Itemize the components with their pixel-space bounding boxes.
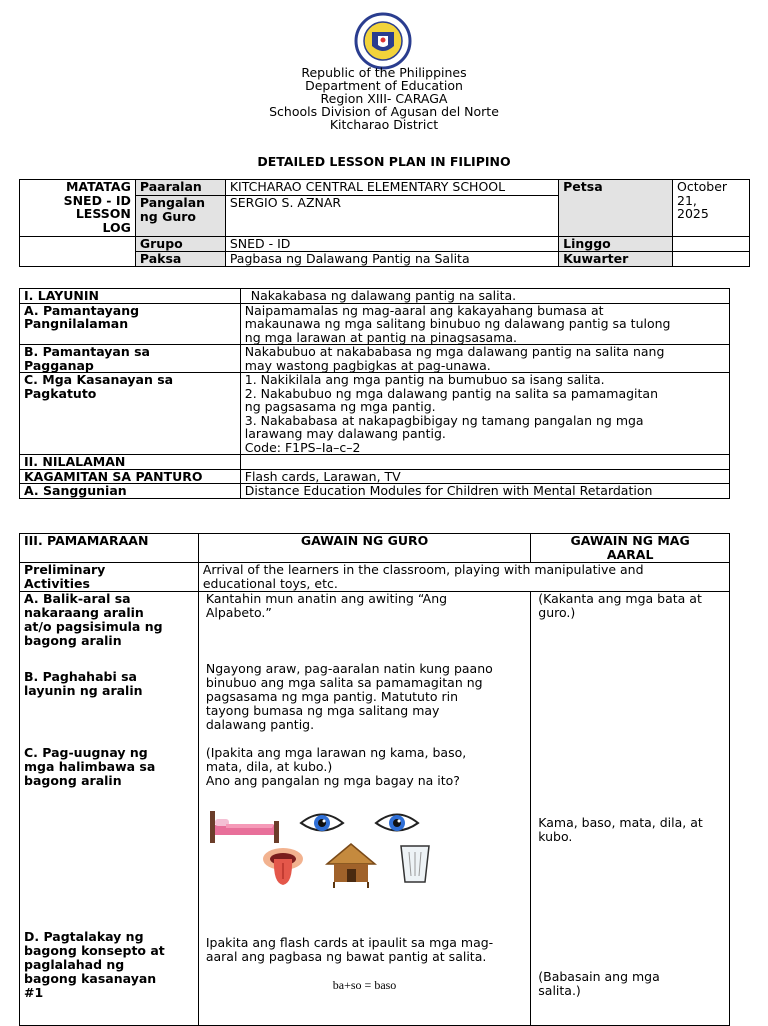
kagamitan-label: KAGAMITAN SA PANTURO (20, 469, 241, 484)
step-b-label (24, 670, 143, 698)
steps-aaral (531, 592, 730, 1026)
text-line: larawang may dalawang pantig. (244, 426, 446, 441)
layunin-label: I. LAYUNIN (20, 289, 241, 304)
log-label-line: LOG (102, 219, 131, 235)
hut-icon (325, 842, 377, 888)
text-line: Naipamamalas ng mag-aaral ang kakayahang bumasa at (244, 302, 604, 318)
prelim-label (20, 563, 199, 592)
grupo-label: Grupo (135, 237, 225, 252)
label-line: layunin ng aralin (24, 683, 143, 698)
kagamitan-value: Flash cards, Larawan, TV (240, 469, 729, 484)
text-line: aaral ang pagbasa ng bawat pantig at salita. (205, 949, 487, 964)
guro-header: GAWAIN NG GURO (198, 534, 530, 563)
step-a-guro (206, 592, 447, 620)
text-line: 2. Nakabubuo ng mga dalawang pantig na salita sa pamamagitan (244, 385, 659, 401)
step-b-guro (206, 662, 493, 732)
label-line: #1 (24, 985, 44, 1000)
text-line: 1. Nakikilala ang mga pantig na bumubuo sa isang salita. (244, 372, 605, 387)
steps-guro (198, 592, 530, 1026)
pamantayang-label (20, 303, 241, 345)
text-line: binubuo ang mga salita sa pamamagitan ng (205, 675, 483, 690)
linggo-value (673, 237, 750, 252)
linggo-label: Linggo (559, 237, 673, 252)
header-line: GAWAIN NG MAG (570, 533, 690, 548)
log-label-spacer (20, 237, 136, 267)
objectives-table (19, 288, 730, 499)
guro-label (135, 196, 225, 237)
header-district: Kitcharao District (329, 117, 439, 132)
log-label (20, 180, 136, 237)
text-line: tayong bumasa ng mga salitang may (205, 703, 440, 718)
label-line: at/o pagsisimula ng (24, 619, 163, 634)
paaralan-value: KITCHARAO CENTRAL ELEMENTARY SCHOOL (225, 180, 558, 196)
bed-icon (206, 807, 284, 847)
petsa-line: 2025 (677, 206, 709, 221)
log-label-line: LESSON (75, 206, 131, 221)
kasanayan-label (20, 373, 241, 455)
flash-card-example: ba+so = baso (332, 978, 397, 992)
label-line: Pagganap (24, 357, 94, 373)
petsa-line: 21, (677, 192, 697, 208)
sanggunian-label: A. Sanggunian (20, 484, 241, 499)
header-department: Department of Education (305, 78, 463, 93)
text-line: dalawang pantig. (205, 717, 315, 732)
step-c-aaral (538, 816, 703, 844)
text-line: Arrival of the learners in the classroom, playing with manipulative and (202, 562, 644, 577)
label-line: Activities (24, 576, 90, 591)
label-line: bagong kasanayan (24, 971, 157, 986)
guro-label-line: Pangalan (139, 195, 206, 210)
prelim-value (198, 563, 729, 592)
tongue-icon (261, 845, 305, 889)
text-line: (Kakanta ang mga bata at (538, 591, 702, 606)
guro-value: SERGIO S. AZNAR (225, 196, 558, 237)
text-line: ng pagsasama ng mga pantig. (244, 399, 436, 414)
label-line: bagong aralin (24, 633, 122, 648)
paksa-value: Pagbasa ng Dalawang Pantig na Salita (225, 252, 558, 267)
label-line: nakaraang aralin (24, 605, 144, 620)
aaral-header (531, 534, 730, 563)
nilalaman-label: II. NILALAMAN (20, 455, 241, 470)
step-d-aaral (538, 970, 660, 998)
label-line: bagong konsepto at (24, 943, 165, 958)
text-line: Alpabeto.” (205, 605, 272, 620)
text-line: Kama, baso, mata, dila, at (538, 815, 703, 830)
label-line: C. Mga Kasanayan sa (24, 372, 174, 387)
pamantayang-value (240, 303, 729, 345)
text-line: makaunawa ng mga salitang binubuo ng dalawang pantig sa tulong (244, 316, 671, 331)
label-line: Pangnilalaman (24, 316, 129, 331)
text-line: Ano ang pangalan ng mga bagay na ito? (205, 773, 460, 788)
guro-label-line: ng Guro (139, 208, 196, 224)
grupo-value: SNED - ID (225, 237, 558, 252)
text-line: guro.) (538, 605, 576, 620)
step-d-guro (206, 936, 493, 964)
label-line: mga halimbawa sa (24, 759, 156, 774)
label-line: A. Balik-aral sa (24, 591, 131, 606)
text-line: kubo. (538, 829, 573, 844)
step-a-aaral (538, 592, 702, 620)
text-line: salita.) (538, 983, 581, 998)
procedure-header: III. PAMAMARAAN (20, 534, 199, 563)
kuwarter-label: Kuwarter (559, 252, 673, 267)
deped-seal-logo (348, 12, 418, 70)
header-republic: Republic of the Philippines (301, 65, 467, 80)
text-line: Ipakita ang flash cards at ipaulit sa mga mag- (205, 935, 494, 950)
text-line: 3. Nakababasa at nakapagbibigay ng tamang pangalan ng mga (244, 412, 644, 428)
document-title: DETAILED LESSON PLAN IN FILIPINO (257, 154, 511, 169)
label-line: Pagkatuto (24, 385, 97, 401)
pagganap-label (20, 345, 241, 373)
text-line: pagsasama ng mga pantig. Matututo rin (205, 689, 459, 704)
text-line: (Ipakita ang mga larawan ng kama, baso, (205, 745, 467, 760)
sanggunian-value: Distance Education Modules for Children with Mental Retardation (240, 484, 729, 499)
lesson-info-table (19, 179, 750, 267)
header-line: AARAL (606, 547, 654, 562)
layunin-value: Nakakabasa ng dalawang pantig na salita. (240, 289, 729, 304)
eye-icon (299, 810, 345, 836)
label-line: A. Pamantayang (24, 302, 140, 318)
text-line: educational toys, etc. (202, 576, 338, 591)
header-division: Schools Division of Agusan del Norte (269, 104, 499, 119)
label-line: paglalahad ng (24, 957, 125, 972)
label-line: C. Pag-uugnay ng (24, 745, 148, 760)
steps-labels (20, 592, 199, 1026)
label-line: B. Pamantayan sa (24, 344, 150, 359)
text-line: Nakabubuo at nakababasa ng mga dalawang pantig na salita nang (244, 344, 665, 359)
log-label-line: MATATAG (65, 179, 131, 194)
label-line: B. Paghahabi sa (24, 669, 137, 684)
glass-icon (395, 842, 435, 886)
text-line: mata, dila, at kubo.) (205, 759, 333, 774)
paaralan-label: Paaralan (135, 180, 225, 196)
petsa-value (673, 180, 750, 237)
step-c-guro (206, 746, 466, 788)
log-label-line: SNED - ID (63, 192, 131, 208)
kuwarter-value (673, 252, 750, 267)
label-line: D. Pagtalakay ng (24, 929, 144, 944)
paksa-label: Paksa (135, 252, 225, 267)
pagganap-value (240, 345, 729, 373)
petsa-label: Petsa (559, 180, 673, 237)
label-line: bagong aralin (24, 773, 122, 788)
petsa-line: October (677, 179, 728, 194)
header-region: Region XIII- CARAGA (320, 91, 448, 106)
text-line: ng mga larawan at pantig na pinagsasama. (244, 329, 518, 345)
text-line: Kantahin mun anatin ang awiting “Ang (205, 591, 448, 606)
text-line: Ngayong araw, pag-aaralan natin kung paano (205, 661, 493, 676)
step-a-label (24, 592, 163, 648)
step-c-label (24, 746, 155, 788)
kasanayan-value (240, 373, 729, 455)
text-line: (Babasain ang mga (538, 969, 660, 984)
competency-code: Code: F1PS–Ia–c–2 (244, 439, 361, 455)
label-line: Preliminary (24, 562, 106, 577)
text-line: may wastong pagbigkas at pag-unawa. (244, 357, 491, 373)
nilalaman-value (240, 455, 729, 470)
procedure-table (19, 533, 730, 1026)
step-d-label (24, 930, 165, 1000)
eye-icon (374, 810, 420, 836)
